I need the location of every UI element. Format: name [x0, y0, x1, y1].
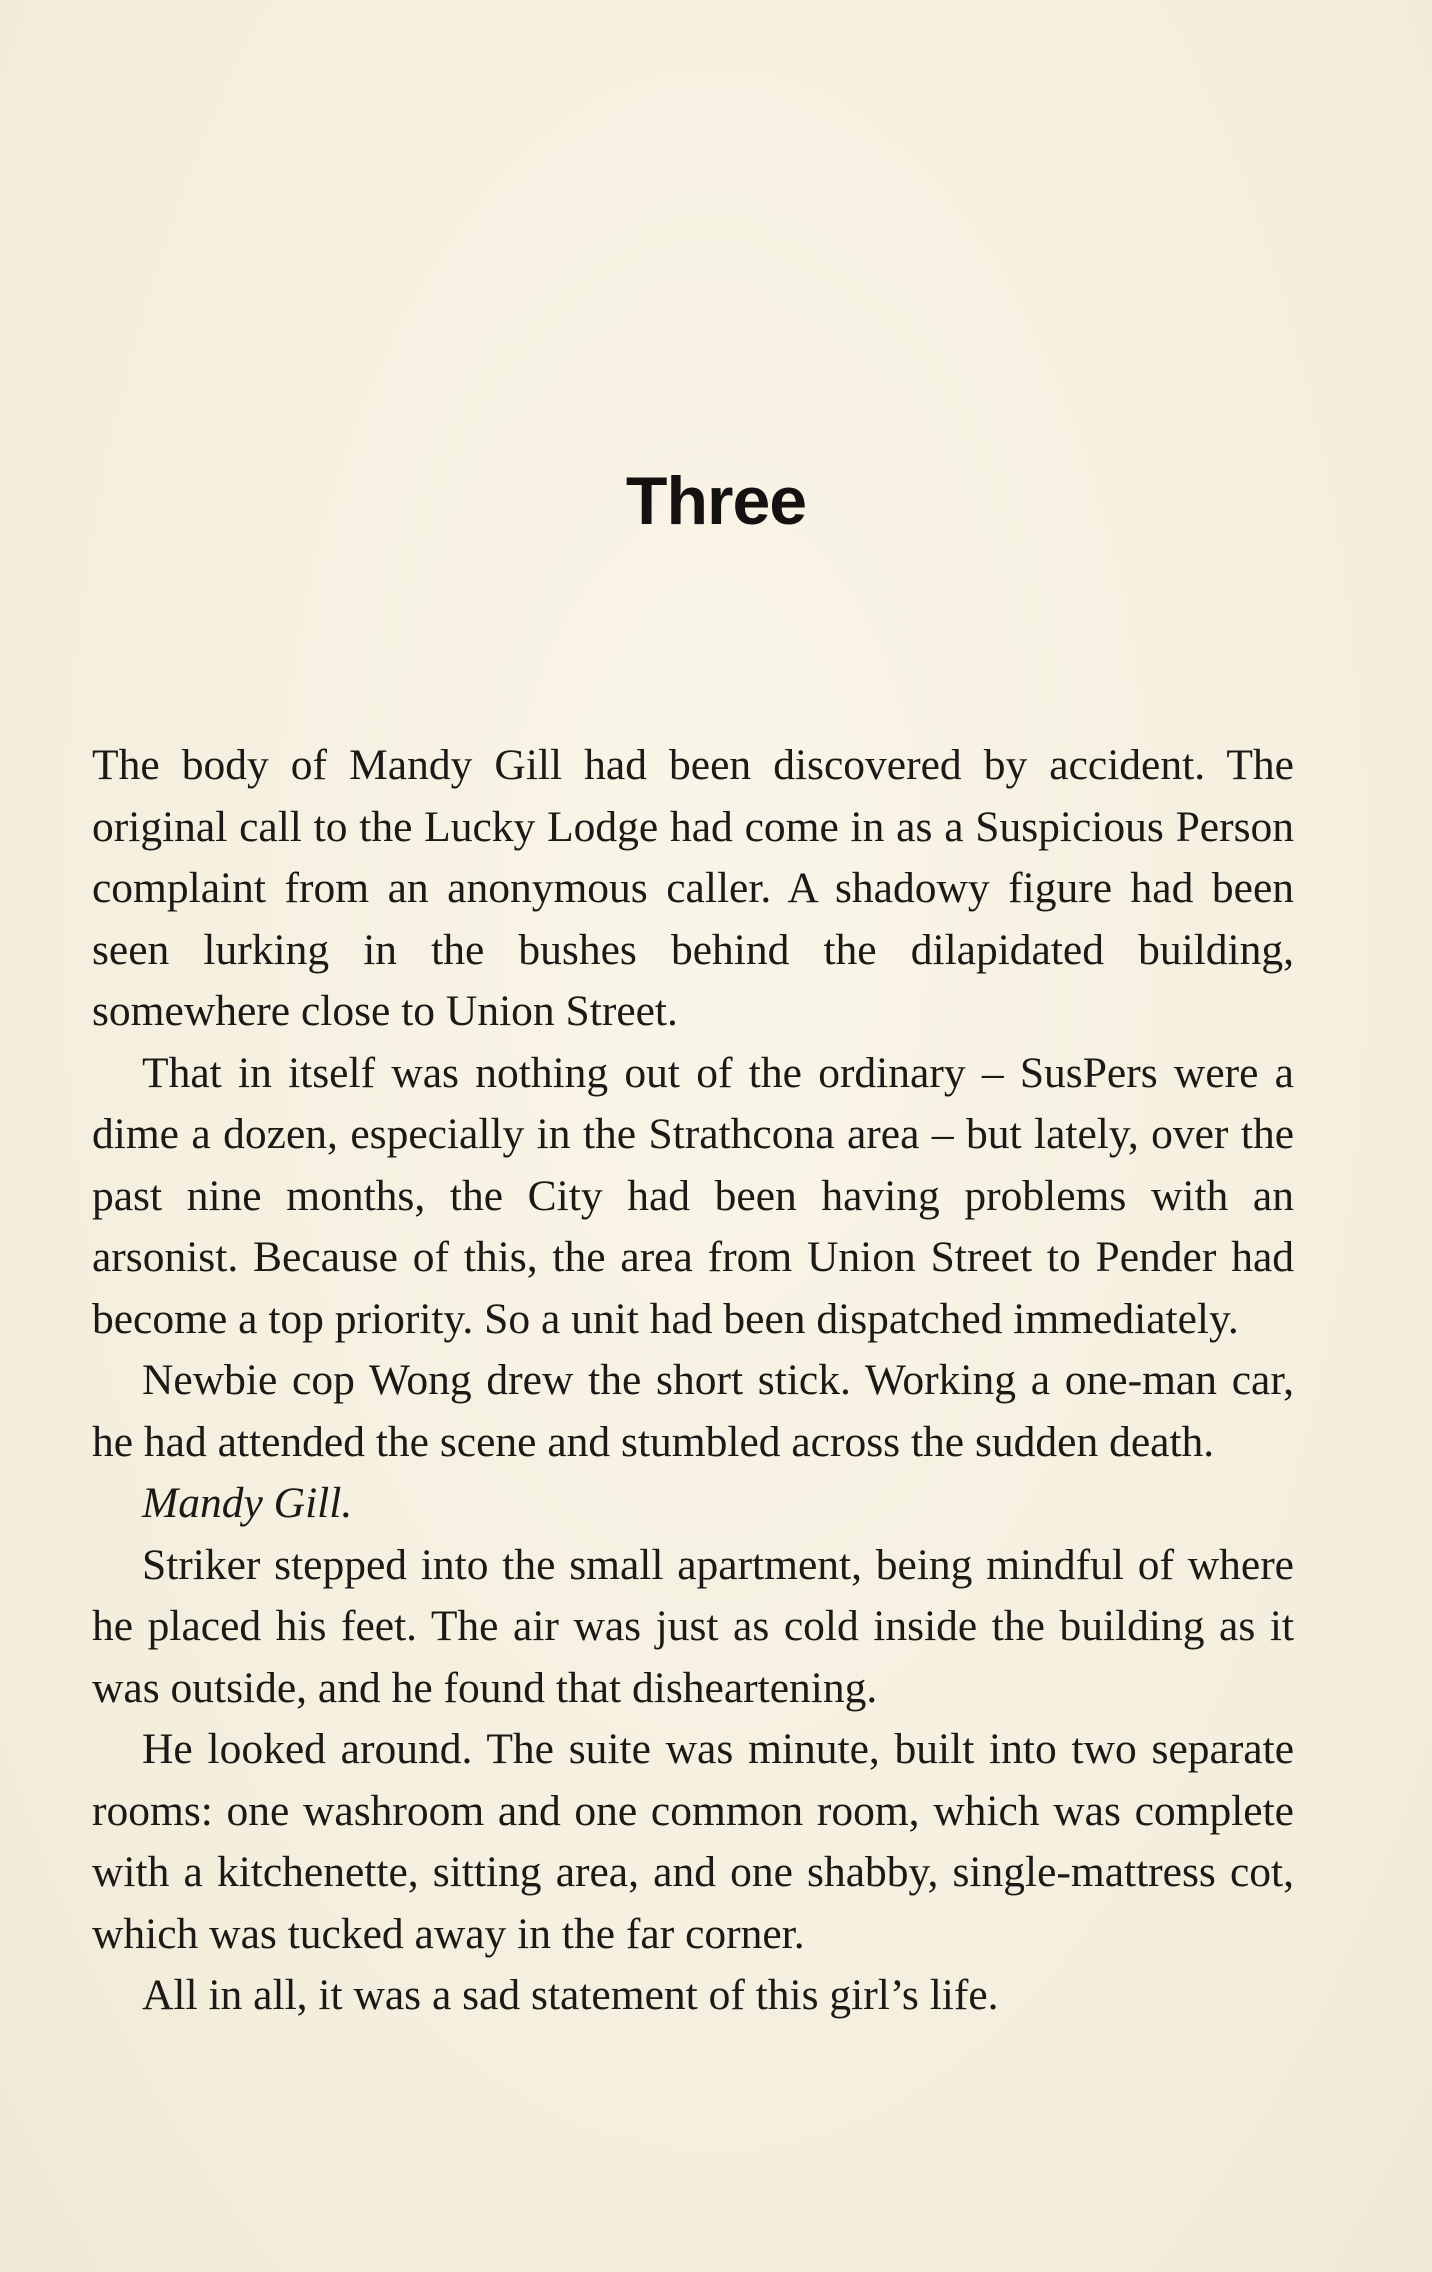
paragraph: He looked around. The suite was minute, built into two separate rooms: one washroom and one common room, which was complete with a kitchenette, sitting area, and one shabby, single-mattress cot, which was tucked away in the far corner.: [92, 1725, 1294, 1958]
paragraph: Striker stepped into the small apartment, being mindful of where he placed his feet. The air was just as cold inside the building as it was outside, and he found that disheartening.: [92, 1540, 1294, 1712]
paragraph-italic: Mandy Gill.: [142, 1479, 353, 1527]
chapter-title: Three: [625, 463, 807, 539]
paragraph: Newbie cop Wong drew the short stick. Working a one-man car, he had attended the scene and stumbled across the sudden death.: [92, 1356, 1294, 1466]
paragraph: The body of Mandy Gill had been discovered by accident. The original call to the Lucky Lodge had come in as a Suspicious Person complaint from an anonymous caller. A shadowy figure had been seen lurking in the bushes behind the dilapidated building, somewhere close to Union Street.: [92, 741, 1294, 1035]
chapter-body: [92, 735, 1294, 2027]
paragraph: That in itself was nothing out of the ordinary – SusPers were a dime a dozen, especially in the Strathcona area – but lately, over the past nine months, the City had been having problems with an arsonist. Because of this, the area from Union Street to Pender had become a top priority. So a unit had been dispatched immediately.: [92, 1048, 1294, 1343]
reverse-page-bleed-through: [92, 80, 1302, 222]
paragraph: All in all, it was a sad statement of this girl’s life.: [142, 1971, 999, 2019]
